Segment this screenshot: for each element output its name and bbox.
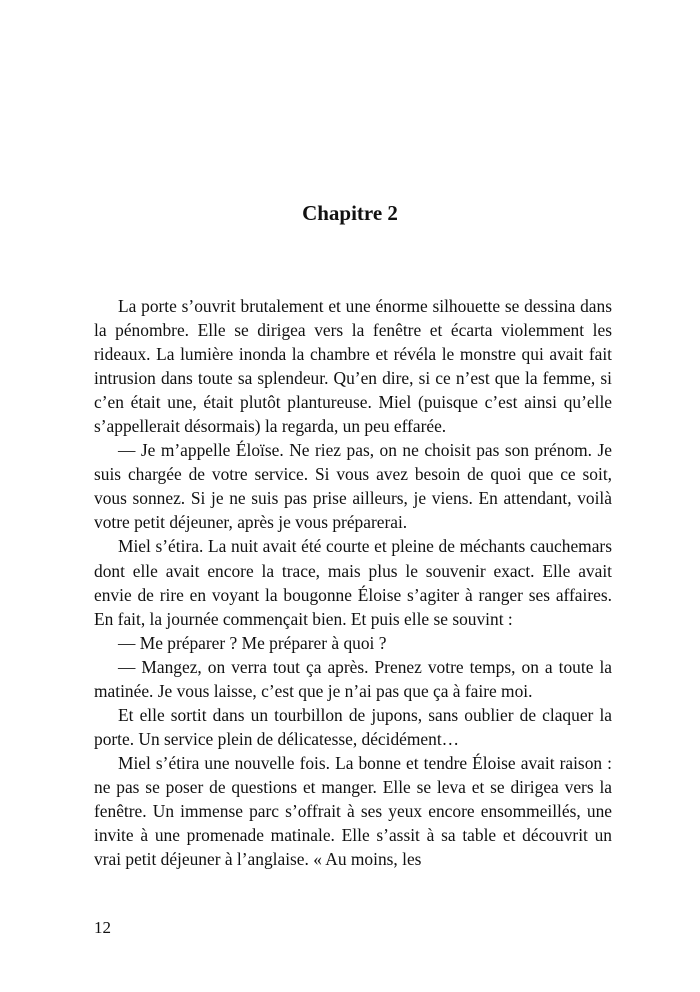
paragraph: La porte s’ouvrit brutalement et une énorme silhouette se dessina dans la pénombre. Elle se dirigea vers la fenêtre et écarta violemment les rideaux. La lumière inonda la chambre et révéla le monstre qui avait fait intrusion dans toute sa splendeur. Qu’en dire, si ce n’est que la femme, si c’en était une, était plutôt plantureuse. Miel (puisque c’est ainsi qu’elle s’appellerait désormais) la regarda, un peu effarée. — [94, 296, 612, 437]
chapter-title: Chapitre 2 — [302, 201, 398, 225]
paragraph: Et elle sortit dans un tourbillon de jupons, sans oublier de claquer la porte. Un service plein de délicatesse, décidément… — [94, 704, 612, 749]
paragraph: Miel s’étira une nouvelle fois. La bonne et tendre Éloise avait raison : ne pas se poser de questions et manger. Elle se leva et se dirigea vers la fenêtre. Un immense parc s’offrait à ses yeux encore ensommeillés, une invite à une promenade matinale. Elle s’assit à sa table et découvrit un vrai petit déjeuner à l’anglaise. « Au moins, les — [94, 752, 612, 870]
paragraph: — Mangez, on verra tout ça après. Prenez votre temps, on a toute la matinée. Je vous laisse, c’est que je n’ai pas que ça à faire moi. — [94, 656, 612, 701]
paragraph: — Je m’appelle Éloïse. Ne riez pas, on ne choisit pas son prénom. Je suis chargée de votre service. Si vous avez besoin de quoi que ce soit, vous sonnez. Si je ne suis pas prise ailleurs, je viens. En attendant, voilà votre petit déjeuner, après je vous préparerai. — [94, 440, 612, 533]
paragraph: — Me préparer ? Me préparer à quoi ? — [118, 632, 387, 653]
chapter-body — [94, 294, 612, 871]
paragraph: Miel s’étira. La nuit avait été courte et pleine de méchants cauchemars dont elle avait encore la trace, mais plus le souvenir exact. Elle avait envie de rire en voyant la bougonne Éloise s’agiter à ranger ses affaires. En fait, la journée commençait bien. Et puis elle se souvint : — [94, 536, 612, 629]
page-number: 12 — [94, 918, 111, 937]
